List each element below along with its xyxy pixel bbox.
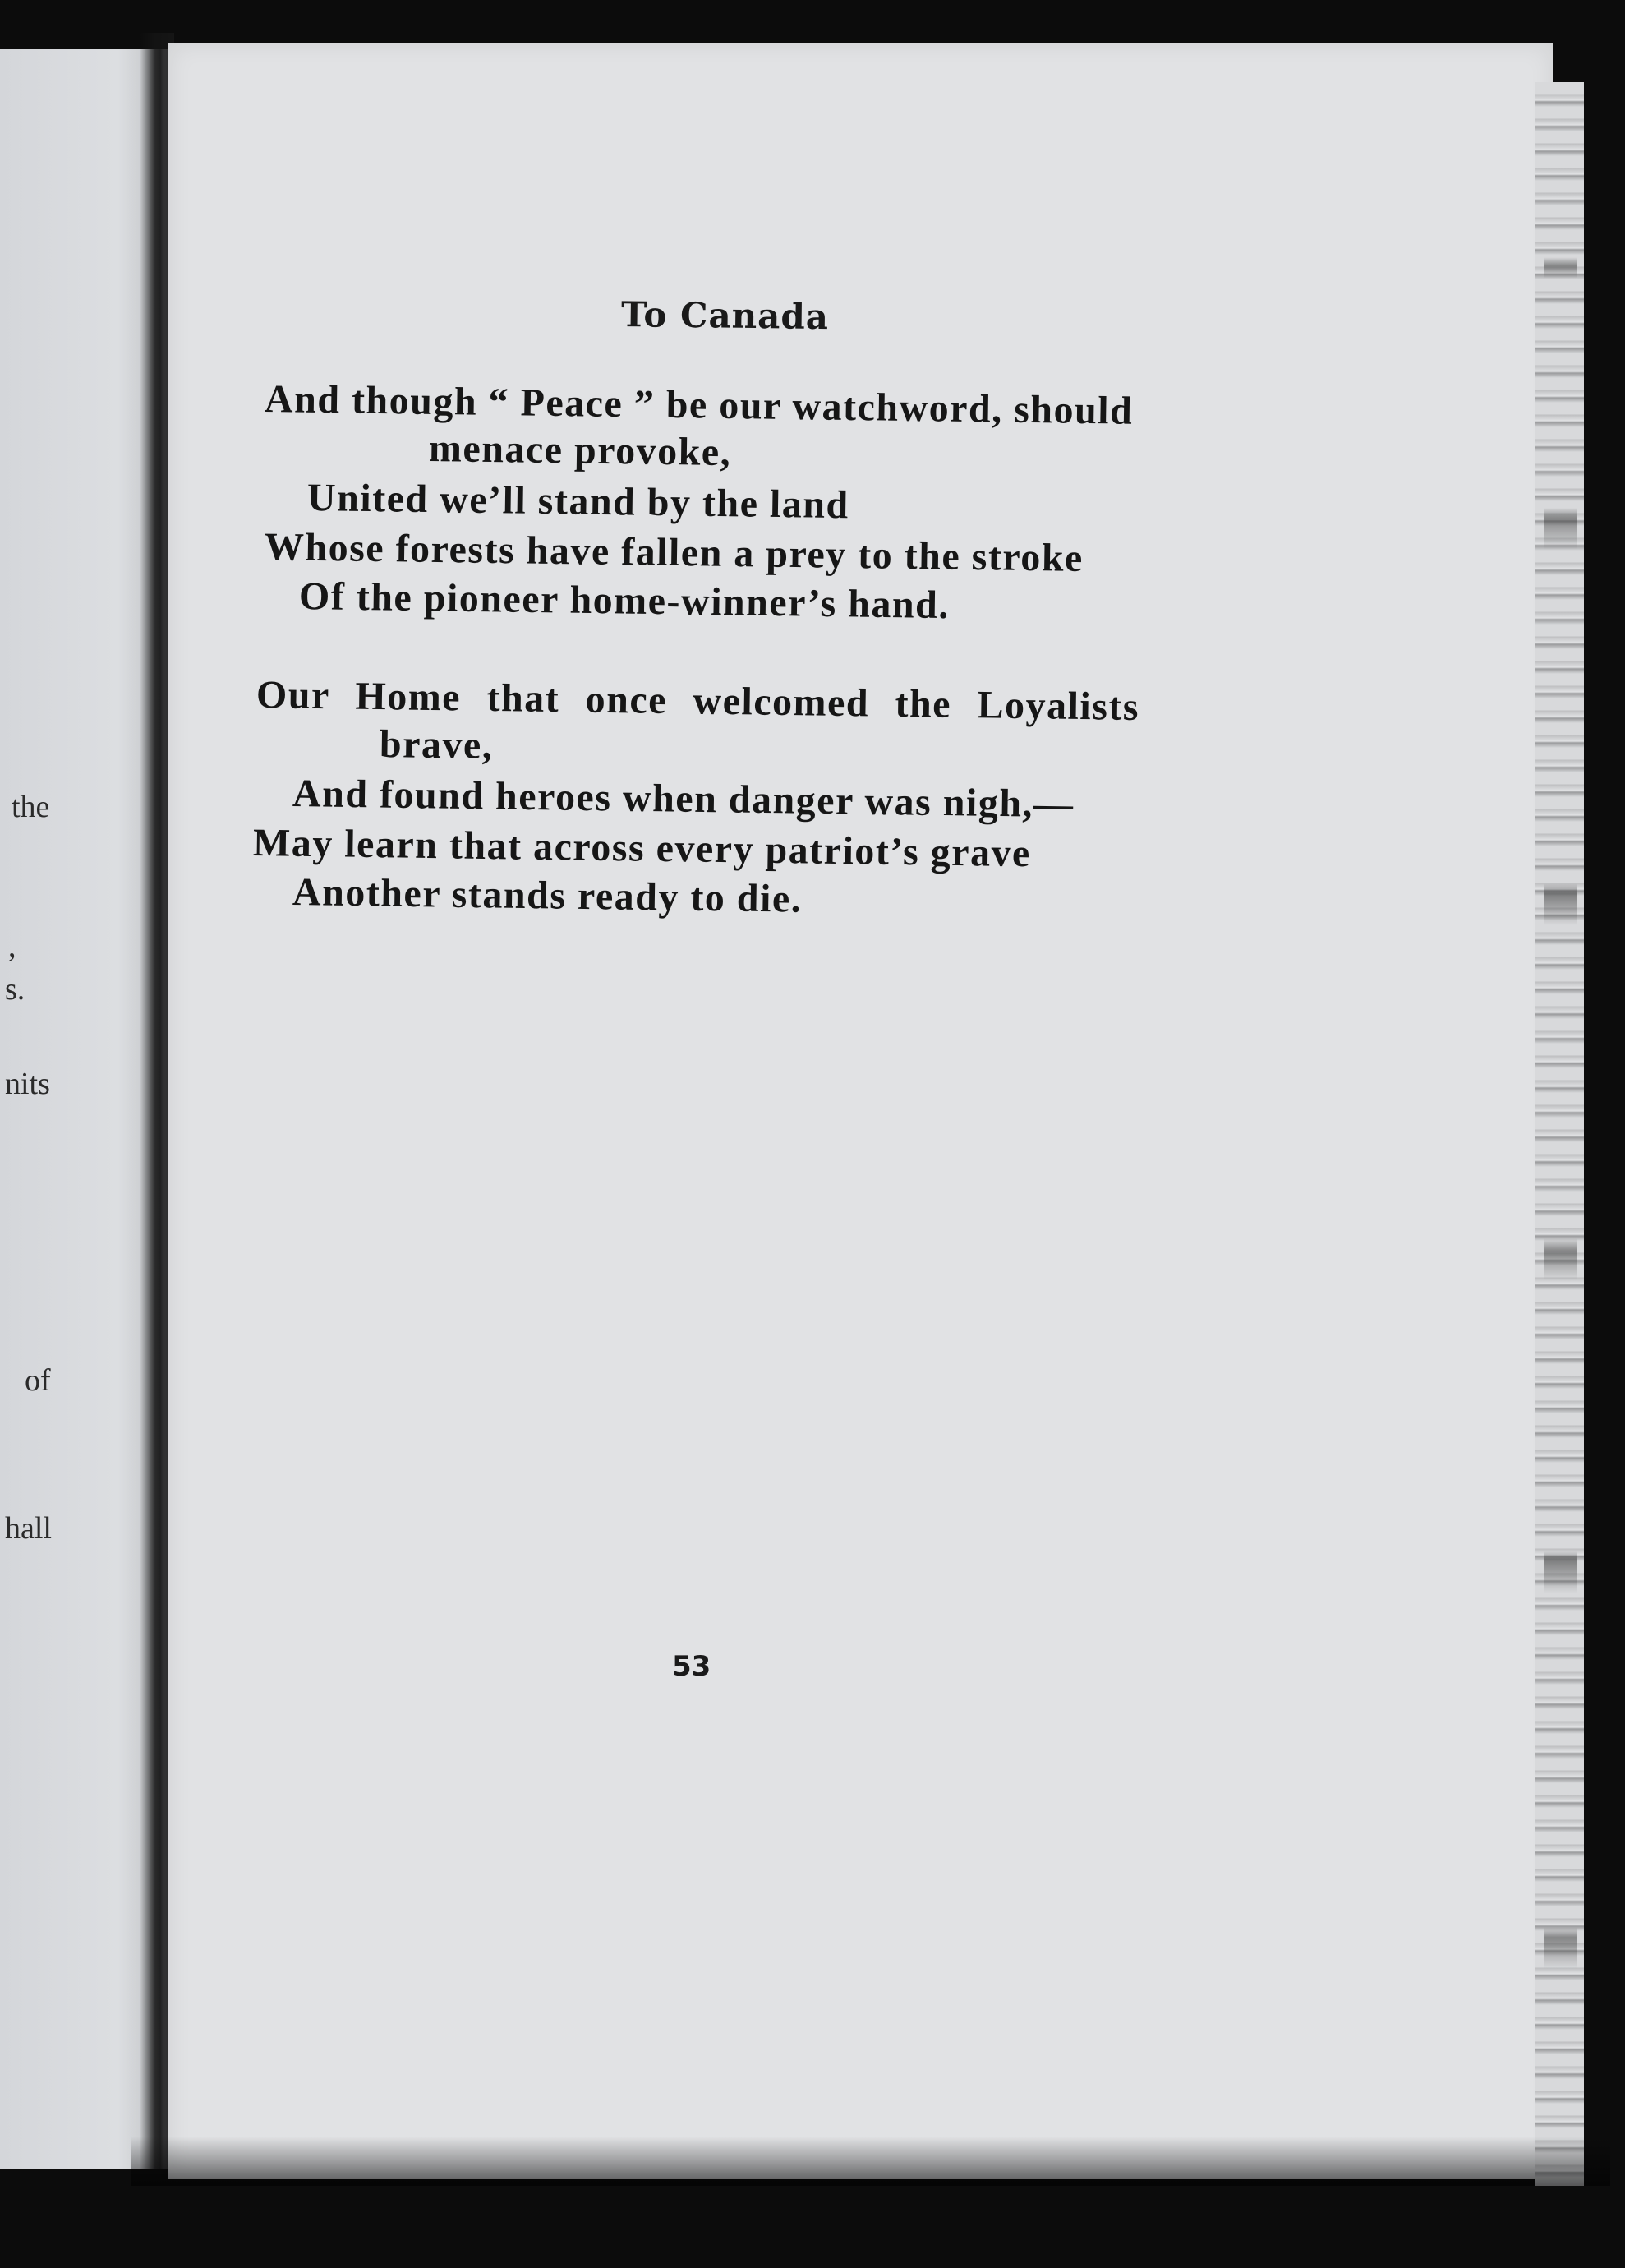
- poem-line: May learn that across every patriot’s grave: [252, 821, 1032, 876]
- poem-line: Our Home that once welcomed the Loyalists: [255, 673, 1140, 730]
- right-page: [168, 43, 1553, 2179]
- page-number: 53: [672, 1650, 711, 1683]
- poem-line: United we’ll stand by the land: [306, 476, 850, 528]
- poem-line: And found heroes when danger was nigh,—: [292, 772, 1075, 827]
- poem-line: menace provoke,: [428, 426, 732, 475]
- running-head: To Canada: [620, 294, 830, 338]
- left-page-fragment: of: [25, 1363, 51, 1398]
- left-page-fragment: the: [12, 790, 50, 824]
- poem-line: Whose forests have fallen a prey to the stroke: [264, 525, 1084, 580]
- left-page-fragment: s.: [5, 972, 25, 1007]
- bottom-page-shadow: [131, 2137, 1610, 2186]
- poem-line: And though “ Peace ” be our watchword, should: [264, 377, 1134, 433]
- left-page-fragment: ,: [8, 929, 16, 964]
- left-page-fragment: hall: [5, 1511, 52, 1546]
- poem-line: brave,: [379, 722, 494, 768]
- page-edge-marks: [1544, 90, 1577, 2178]
- poem-line: Of the pioneer home-winner’s hand.: [298, 574, 951, 628]
- poem-line: Another stands ready to die.: [292, 870, 803, 921]
- left-page-fragment: nits: [5, 1067, 50, 1101]
